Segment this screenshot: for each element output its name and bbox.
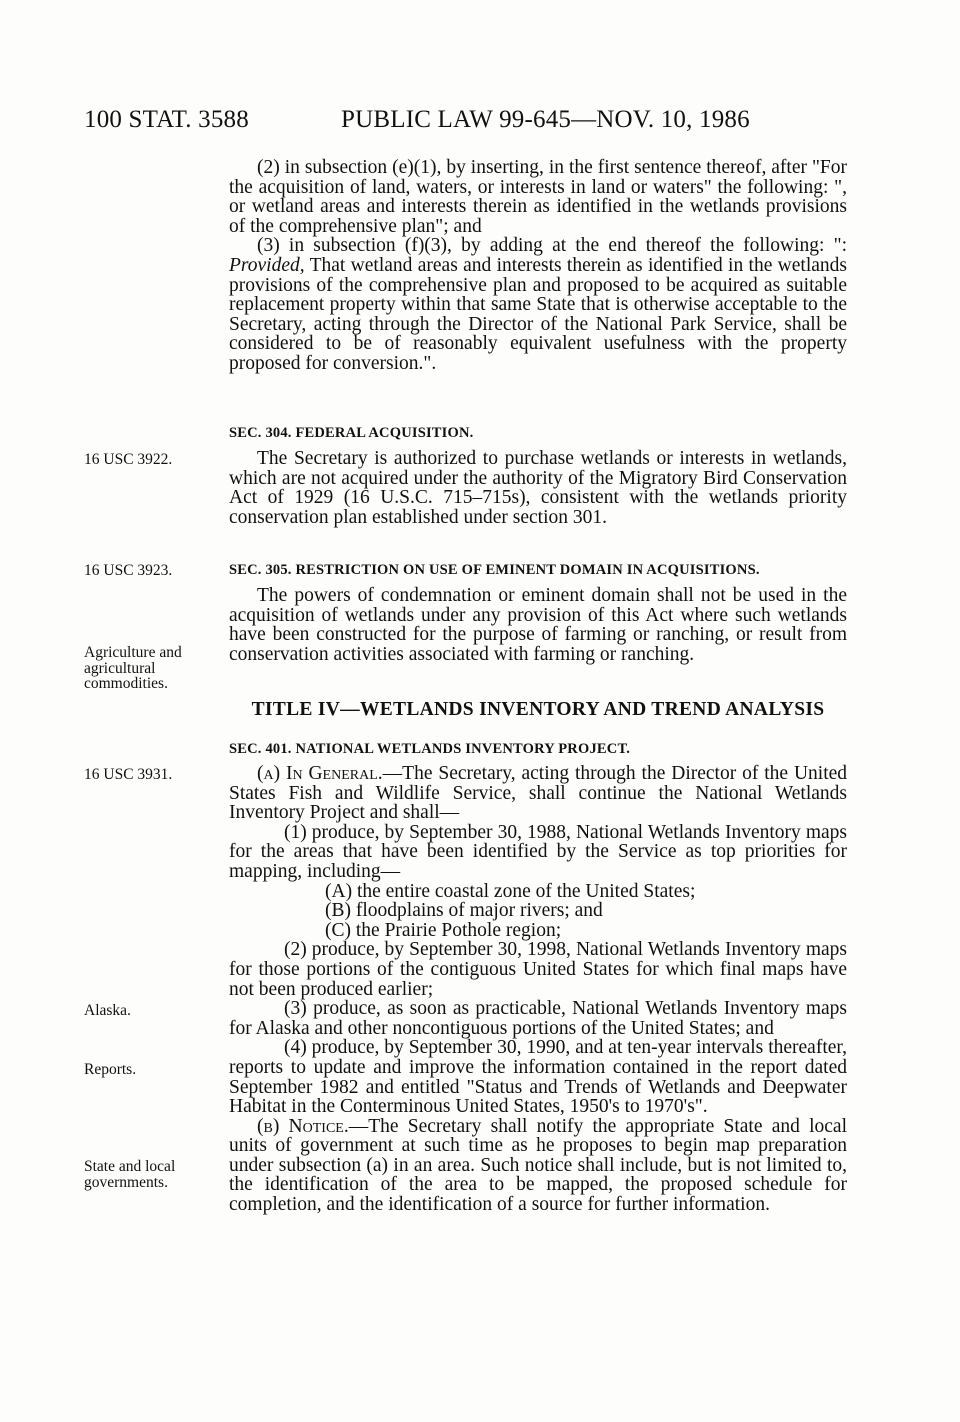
- margin-note-usc-3923: 16 USC 3923.: [84, 562, 173, 579]
- law-title-date: PUBLIC LAW 99-645—NOV. 10, 1986: [341, 106, 750, 133]
- margin-note-usc-3922: 16 USC 3922.: [84, 451, 173, 468]
- margin-note-agriculture: Agriculture and agricultural commodities.: [84, 644, 182, 692]
- item-a2: (2) produce, by September 30, 1998, National Wetlands Inventory maps for those portions of the contiguous United States for which final maps have not been produced earlier;: [229, 939, 847, 1000]
- margin-note-state-local: State and local governments.: [84, 1158, 176, 1191]
- section-304-heading: SEC. 304. FEDERAL ACQUISITION.: [229, 425, 474, 441]
- section-305: [229, 561, 847, 581]
- section-401: [229, 740, 847, 760]
- section-305-body: [229, 586, 847, 664]
- margin-note-reports: Reports.: [84, 1061, 137, 1078]
- paragraph-2: (2) in subsection (e)(1), by inserting, in the first sentence thereof, after "For the acquisition of land, waters, or interests in land or waters" the following: ", or wetland areas and interests therein as identified in the wetlands provisions of the comprehensive plan"; and: [229, 157, 847, 237]
- paragraph-3: (3) in subsection (f)(3), by adding at the end thereof the following: ": Provided, That wetland areas and interests therein as identified in the wetlands provisions of the comprehensive plan and proposed to be acquired as suitable replacement property within that same State that is otherwise acceptable to the Secretary, acting through the Director of the National Park Service, shall be considered to be of reasonably equivalent usefulness with the property proposed for conversion.".: [229, 235, 847, 374]
- item-a4: (4) produce, by September 30, 1990, and at ten-year intervals thereafter, reports to update and improve the information contained in the report dated September 1982 and entitled "Status and Trends of Wetlands and Deepwater Habitat in the Conterminous United States, 1950's to 1970's".: [229, 1037, 847, 1118]
- section-305-text: The powers of condemnation or eminent domain shall not be used in the acquisition of wetlands under any provision of this Act where such wetlands have been constructed for the purpose of farming or ranching, or result from conservation activities associated with farming or ranching.: [229, 585, 847, 665]
- section-304-text: The Secretary is authorized to purchase wetlands or interests in wetlands, which are not acquired under the authority of the Migratory Bird Conservation Act of 1929 (16 U.S.C. 715–715s), consistent with the wetlands priority conservation plan established under section 301.: [229, 448, 847, 528]
- section-401-body: [229, 764, 847, 1215]
- section-305-heading: SEC. 305. RESTRICTION ON USE OF EMINENT DOMAIN IN ACQUISITIONS.: [229, 562, 760, 578]
- item-a1-A: (A) the entire coastal zone of the United States;: [325, 880, 696, 902]
- item-a1: (1) produce, by September 30, 1988, National Wetlands Inventory maps for the areas that have been identified by the Service as top priorities for mapping, including—: [229, 821, 847, 882]
- margin-note-usc-3931: 16 USC 3931.: [84, 766, 173, 783]
- section-304-body: [229, 449, 847, 527]
- item-a1-C: (C) the Prairie Pothole region;: [325, 919, 562, 941]
- margin-note-alaska: Alaska.: [84, 1002, 131, 1019]
- section-401-heading: SEC. 401. NATIONAL WETLANDS INVENTORY PROJECT.: [229, 741, 631, 757]
- subsection-a: (a) In General.—The Secretary, acting through the Director of the United States Fish and Wildlife Service, shall continue the National Wetlands Inventory Project and shall—: [229, 763, 848, 824]
- section-304: [229, 424, 847, 444]
- title-iv-heading: TITLE IV—WETLANDS INVENTORY AND TREND ANALYSIS: [251, 699, 825, 720]
- stat-page-number: 100 STAT. 3588: [84, 106, 249, 133]
- amendment-paragraphs: [229, 158, 847, 374]
- item-a3: (3) produce, as soon as practicable, National Wetlands Inventory maps for Alaska and other noncontiguous portions of the United States; and: [229, 998, 847, 1039]
- title-iv: [229, 700, 847, 720]
- item-a1-B: (B) floodplains of major rivers; and: [325, 900, 603, 922]
- subsection-b: (b) Notice.—The Secretary shall notify the appropriate State and local units of government at such time as he proposes to begin map preparation under subsection (a) in an area. Such notice shall include, but is not limited to, the identification of the area to be mapped, the proposed schedule for completion, and the identification of a source for further information.: [229, 1115, 847, 1216]
